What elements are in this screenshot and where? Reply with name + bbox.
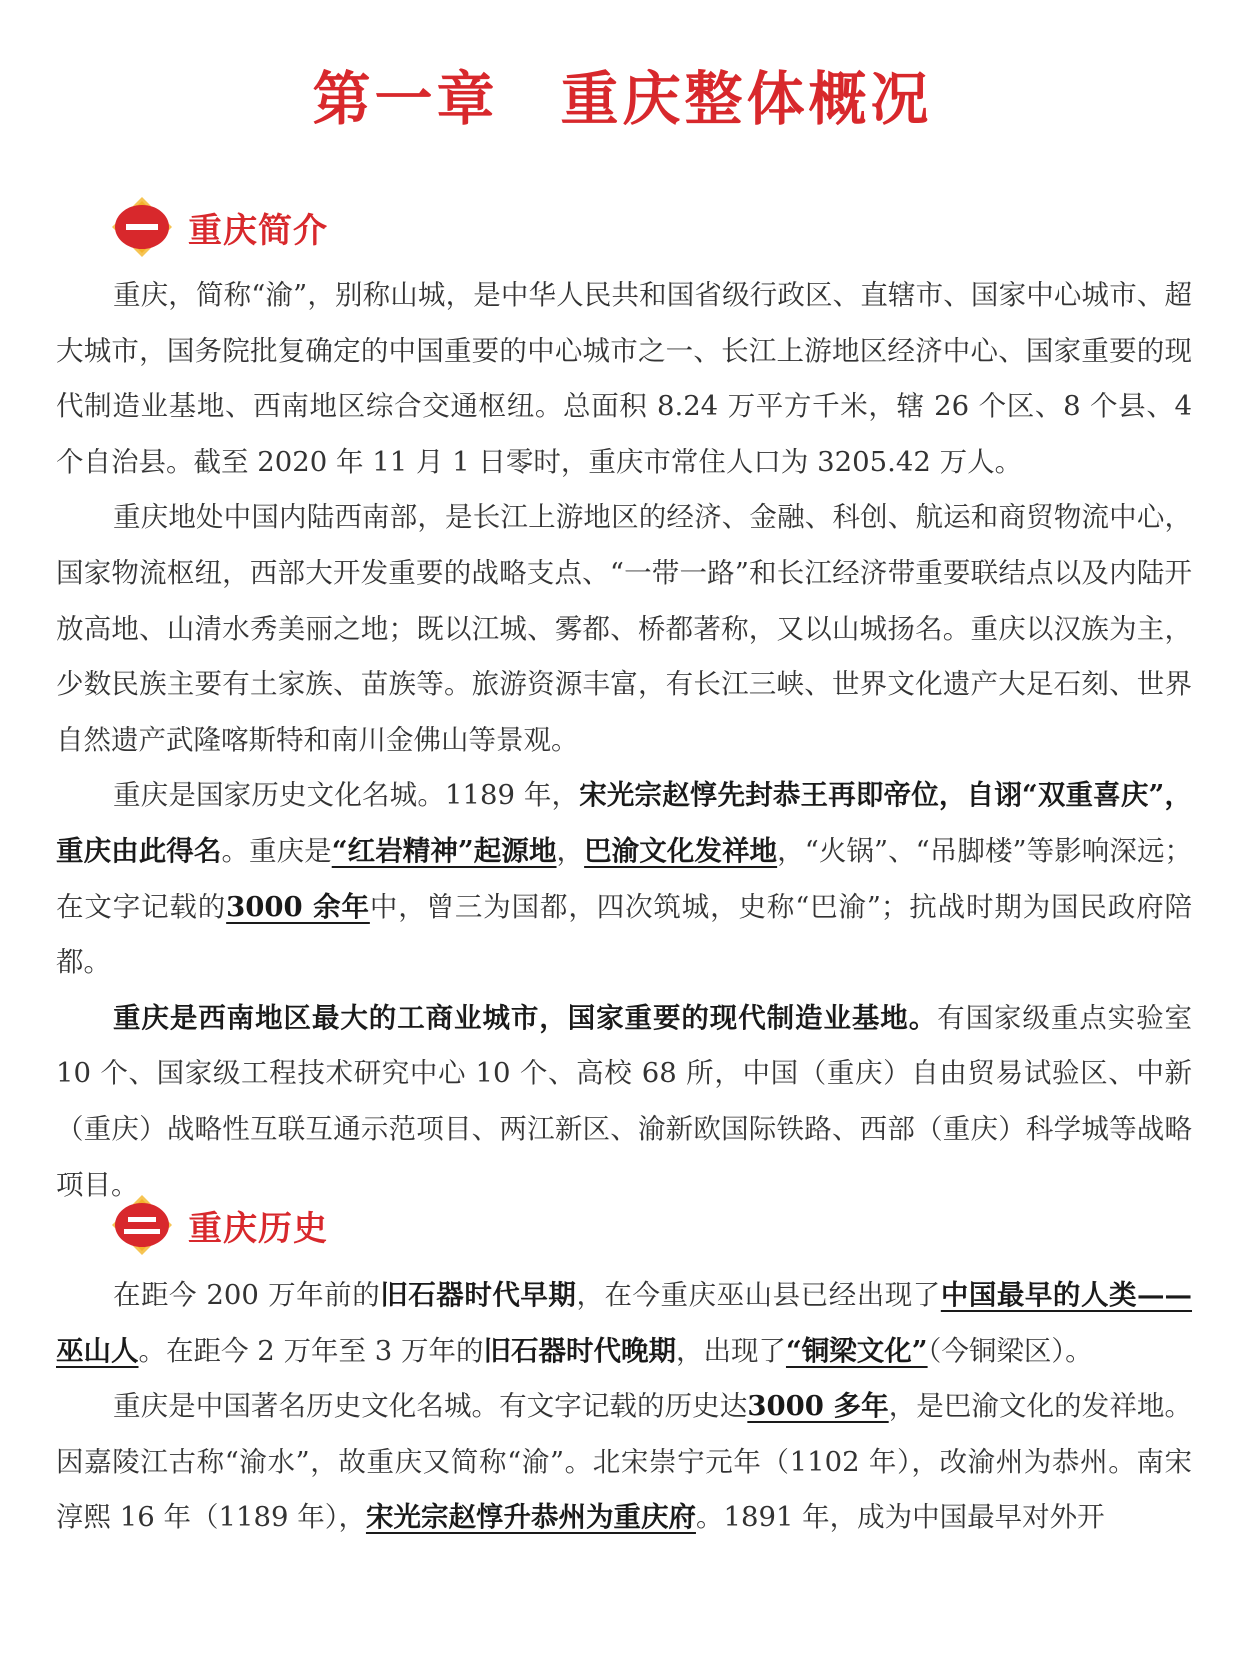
- section-body-history: [56, 1268, 1192, 1546]
- underlined-keyword: “红岩精神”起源地: [331, 834, 557, 867]
- section-header-history: [110, 1190, 328, 1260]
- badge-numeral-two-bottom: [124, 1229, 160, 1234]
- emphasis-text: 旧石器时代晚期: [483, 1334, 676, 1367]
- paragraph: 重庆，简称“渝”，别称山城，是中华人民共和国省级行政区、直辖市、国家中心城市、超大城市，国务院批复确定的中国重要的中心城市之一、长江上游地区经济中心、国家重要的现代制造业基地、西南地区综合交通枢纽。总面积 8.24 万平方千米，辖 26 个区、8 个县、4 个自治县。截至 2020 年 11 月 1 日零时，重庆市常住人口为 3205.42 万人。: [56, 279, 1192, 478]
- section-number-badge: [110, 1193, 174, 1257]
- section-title: 重庆历史: [188, 1208, 328, 1249]
- underlined-keyword: “铜梁文化”: [785, 1334, 928, 1367]
- badge-numeral-two-top: [128, 1217, 156, 1222]
- paragraph: 重庆是国家历史文化名城。1189 年，宋光宗赵惇先封恭王再即帝位，自诩“双重喜庆”，重庆由此得名。重庆是“红岩精神”起源地，巴渝文化发祥地，“火锅”、“吊脚楼”等影响深远；在文字记载的3000 余年中，曾三为国都，四次筑城，史称“巴渝”；抗战时期为国民政府陪都。: [56, 779, 1193, 979]
- underlined-keyword: 宋光宗赵惇升恭州为重庆府: [365, 1501, 696, 1534]
- underlined-keyword: 巴渝文化发祥地: [584, 834, 778, 867]
- underlined-keyword: 3000 多年: [747, 1390, 889, 1423]
- emphasis-text: 旧石器时代早期: [380, 1279, 577, 1311]
- paragraph: 重庆是西南地区最大的工商业城市，国家重要的现代制造业基地。有国家级重点实验室 10 个、国家级工程技术研究中心 10 个、高校 68 所，中国（重庆）自由贸易试验区、中新（重庆）战略性互联互通示范项目、两江新区、渝新欧国际铁路、西部（重庆）科学城等战略项目。: [56, 1001, 1193, 1201]
- section-header-intro: [110, 192, 328, 262]
- paragraph: 重庆地处中国内陆西南部，是长江上游地区的经济、金融、科创、航运和商贸物流中心，国家物流枢纽，西部大开发重要的战略支点、“一带一路”和长江经济带重要联结点以及内陆开放高地、山清水秀美丽之地；既以江城、雾都、桥都著称，又以山城扬名。重庆以汉族为主，少数民族主要有土家族、苗族等。旅游资源丰富，有长江三峡、世界文化遗产大足石刻、世界自然遗产武隆喀斯特和南川金佛山等景观。: [56, 501, 1192, 756]
- emphasis-text: 宋光宗赵惇先封恭王再即帝位，自诩“双重喜庆”，重庆由此得名: [56, 779, 1192, 867]
- emphasis-text: 重庆是西南地区最大的工商业城市，国家重要的现代制造业基地。: [113, 1001, 938, 1034]
- section-number-badge: [110, 195, 174, 259]
- paragraph: 在距今 200 万年前的旧石器时代早期，在今重庆巫山县已经出现了中国最早的人类——巫山人。在距今 2 万年至 3 万年的旧石器时代晚期，出现了“铜梁文化”（今铜梁区）。: [56, 1279, 1193, 1367]
- section-body-intro: [56, 268, 1192, 1213]
- paragraph: 重庆是中国著名历史文化名城。有文字记载的历史达3000 多年，是巴渝文化的发祥地。因嘉陵江古称“渝水”，故重庆又简称“渝”。北宋崇宁元年（1102 年），改渝州为恭州。南宋淳熙 16 年（1189 年），宋光宗赵惇升恭州为重庆府。1891 年，成为中国最早对外开: [56, 1390, 1193, 1534]
- badge-numeral-one: [126, 224, 158, 230]
- diamond-badge-icon: [110, 195, 174, 259]
- underlined-keyword: 3000 余年: [226, 890, 370, 923]
- chapter-title: 第一章 重庆整体概况: [312, 65, 933, 133]
- underlined-keyword: 中国最早的人类——巫山人: [56, 1279, 1193, 1367]
- diamond-badge-icon: [110, 1193, 174, 1257]
- section-title: 重庆简介: [188, 210, 328, 251]
